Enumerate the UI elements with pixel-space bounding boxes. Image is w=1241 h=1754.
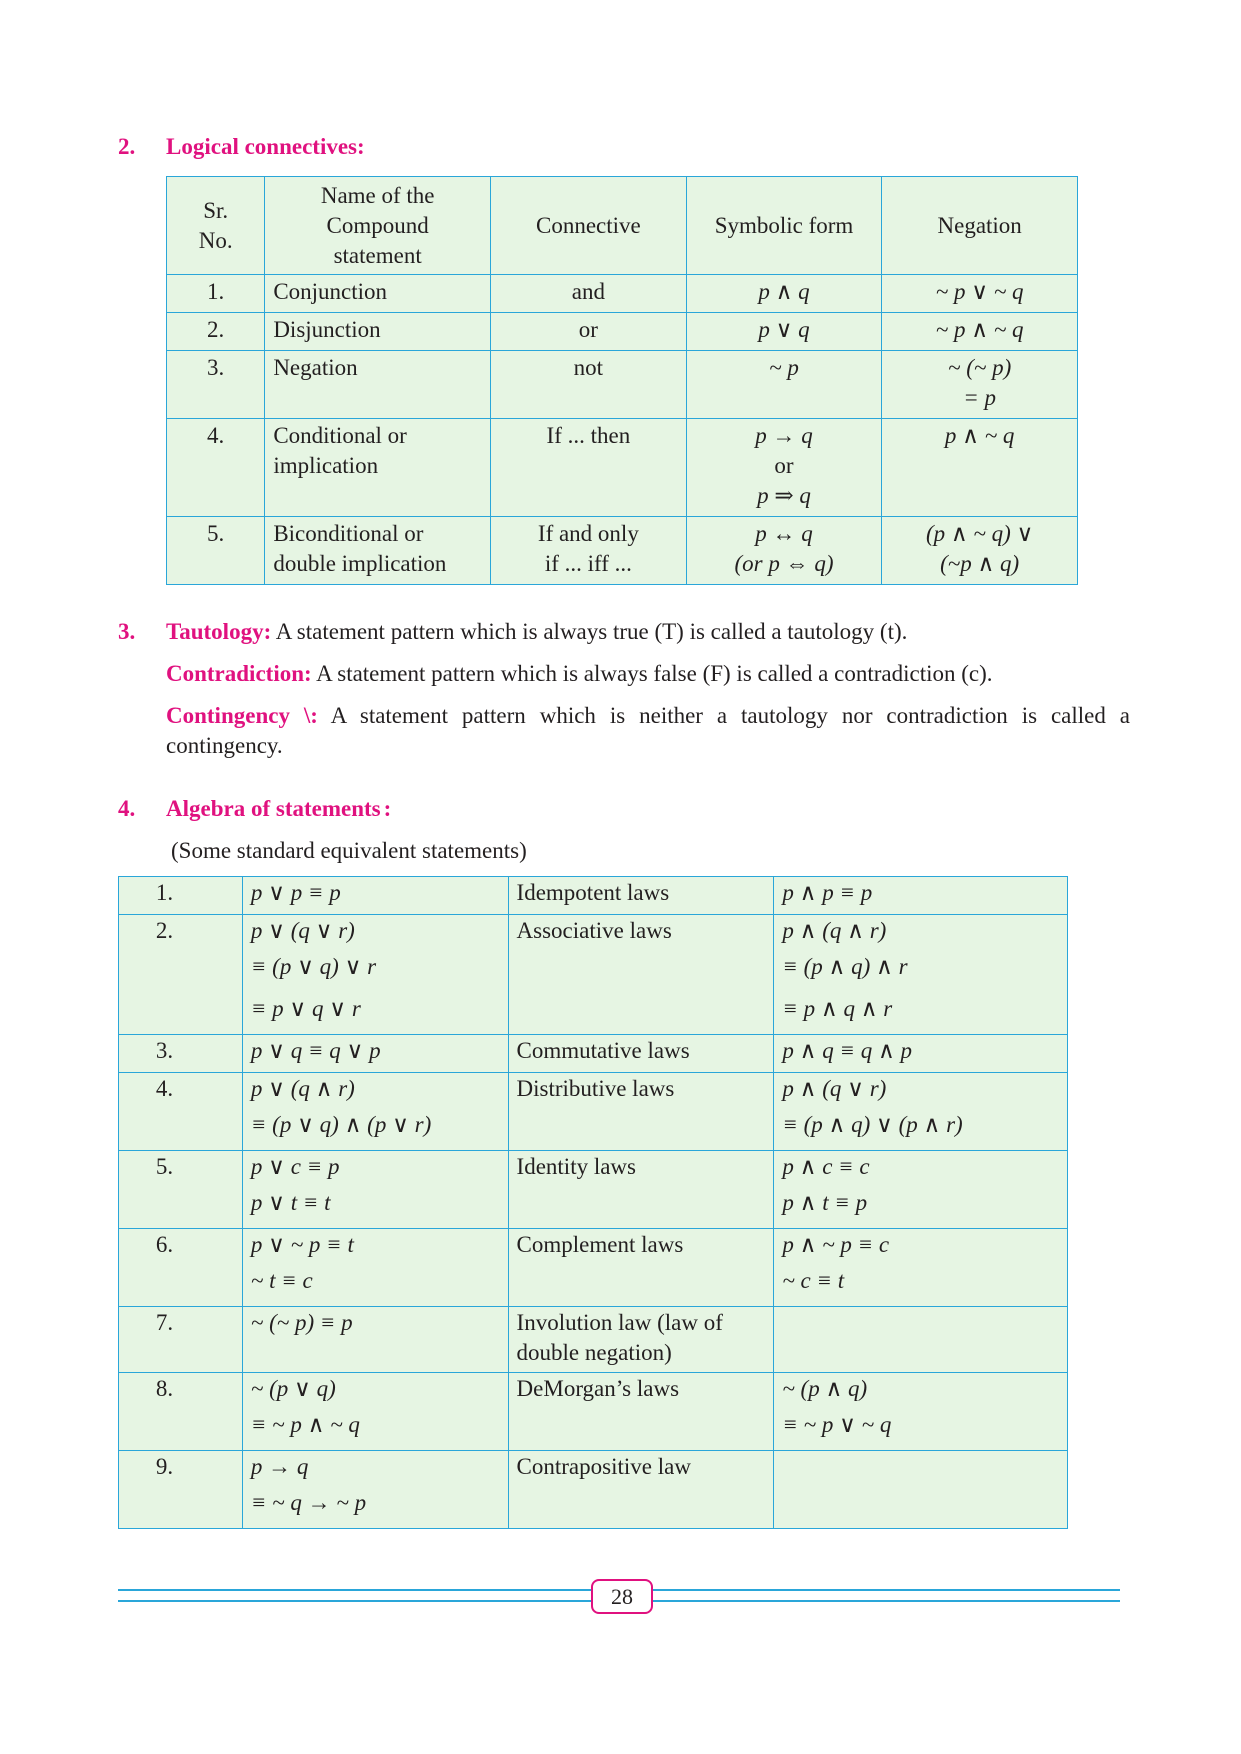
connective-cell (491, 313, 687, 351)
equivalence-line: p ∧ (q ∧ r) (782, 918, 887, 943)
sr-cell (167, 419, 265, 517)
section-title (166, 794, 391, 824)
section-number: 2. (118, 134, 136, 159)
tautology-text: A statement pattern which is always true (T) is called a tautology (t). (271, 619, 908, 644)
cell-line: 3. (207, 355, 225, 380)
cell-line: (or p ⇔ q) (734, 551, 834, 576)
disjunction-form-cell (242, 1373, 508, 1451)
cell-line: p → q (755, 423, 813, 448)
negation-cell (882, 419, 1078, 517)
cell-line: 1. (207, 279, 225, 304)
law-name-cell: Identity laws (508, 1151, 774, 1229)
cell-line: (~p ∧ q) (940, 551, 1020, 576)
contradiction-definition (166, 659, 1130, 689)
conjunction-form-cell (774, 1229, 1068, 1307)
disjunction-form-cell (242, 1151, 508, 1229)
table-row (119, 915, 1068, 1035)
cell-line: Negation (273, 355, 358, 380)
table-row (119, 1151, 1068, 1229)
equivalence-line: ~ (p ∨ q) (250, 1376, 336, 1401)
cell-line: ~ p ∨ ~ q (935, 279, 1024, 304)
equivalence-line: p ∨ ~ p ≡ t (250, 1232, 354, 1257)
cell-line: (p ∧ ~ q) ∨ (925, 521, 1034, 546)
connective-cell (491, 275, 687, 313)
conjunction-form-cell (774, 1373, 1068, 1451)
section-number: 4. (118, 796, 136, 821)
cell-line: p ↔ q (755, 521, 813, 546)
equivalence-line: p ∧ q ≡ q ∧ p (782, 1038, 913, 1063)
law-name-cell: Associative laws (508, 915, 774, 1035)
conjunction-form-cell (774, 915, 1068, 1035)
law-name-cell: Commutative laws (508, 1035, 774, 1073)
cell-line: 5. (207, 521, 225, 546)
cell-line: p ∧ q (758, 279, 810, 304)
page-number: 28 (591, 1579, 653, 1614)
section-number: 3. (118, 619, 136, 644)
sr-cell: 9. (119, 1451, 243, 1529)
sr-cell: 6. (119, 1229, 243, 1307)
sr-cell: 1. (119, 877, 243, 915)
equivalence-line: ≡ ~ p ∧ ~ q (250, 1412, 360, 1437)
name-cell (265, 275, 491, 313)
table-row (167, 351, 1078, 419)
name-cell (265, 313, 491, 351)
disjunction-form-cell (242, 877, 508, 915)
equivalence-line: p ∧ t ≡ p (782, 1190, 868, 1215)
contradiction-term: Contradiction: (166, 661, 312, 686)
contradiction-text: A statement pattern which is always false (F) is called a contradiction (c). (311, 661, 993, 686)
table-row (119, 1035, 1068, 1073)
table-row (119, 1373, 1068, 1451)
negation-cell (882, 517, 1078, 585)
equivalence-line: p ∨ c ≡ p (250, 1154, 340, 1179)
cell-line: double implication (273, 551, 447, 576)
equivalence-line: ≡ (p ∧ q) ∧ r (782, 954, 908, 979)
algebra-of-statements-table (118, 876, 1068, 1529)
cell-line: and (571, 279, 605, 304)
cell-line: ~ (~ p) (948, 355, 1012, 380)
conjunction-form-cell (774, 877, 1068, 915)
equivalence-line: p → q (250, 1454, 309, 1479)
equivalence-line: p ∨ q ≡ q ∨ p (250, 1038, 381, 1063)
conjunction-form-cell (774, 1307, 1068, 1373)
cell-line: p ∨ q (758, 317, 810, 342)
table-row (119, 1451, 1068, 1529)
tautology-definition (166, 617, 1130, 647)
cell-line: Conditional or (273, 423, 407, 448)
contingency-definition (166, 701, 1130, 761)
section-title-text: Algebra of statements (166, 796, 381, 821)
disjunction-form-cell (242, 1307, 508, 1373)
contingency-term: Contingency \: (166, 703, 318, 728)
sr-cell: 7. (119, 1307, 243, 1373)
table-row (119, 1073, 1068, 1151)
law-name-cell: Contrapositive law (508, 1451, 774, 1529)
equivalence-line: ≡ ~ q → ~ p (250, 1490, 367, 1515)
law-name-cell: Complement laws (508, 1229, 774, 1307)
header-connective: Connective (491, 177, 687, 275)
equivalence-line: p ∧ ~ p ≡ c (782, 1232, 890, 1257)
equivalence-line: p ∧ (q ∨ r) (782, 1076, 887, 1101)
equivalent-statements-note: (Some standard equivalent statements) (171, 838, 527, 863)
header-symbolic-form: Symbolic form (686, 177, 882, 275)
connective-cell (491, 351, 687, 419)
conjunction-form-cell (774, 1451, 1068, 1529)
table-row (167, 275, 1078, 313)
cell-line: if ... iff ... (544, 551, 632, 576)
sr-cell (167, 517, 265, 585)
equivalence-line: p ∨ (q ∧ r) (250, 1076, 355, 1101)
equivalence-line: ≡ (p ∧ q) ∨ (p ∧ r) (782, 1112, 963, 1137)
law-name-cell: Distributive laws (508, 1073, 774, 1151)
sr-cell (167, 275, 265, 313)
cell-line: 4. (207, 423, 225, 448)
cell-line: or (578, 317, 598, 342)
cell-line: Biconditional or (273, 521, 424, 546)
table-header-row (167, 177, 1078, 275)
sr-cell (167, 313, 265, 351)
table-row (119, 1229, 1068, 1307)
header-label: Sr. No. (198, 197, 233, 253)
cell-line: 2. (207, 317, 225, 342)
sr-cell: 4. (119, 1073, 243, 1151)
equivalence-line: ≡ (p ∨ q) ∨ r (250, 954, 377, 979)
name-cell (265, 517, 491, 585)
equivalence-line: ~ t ≡ c (250, 1268, 313, 1293)
negation-cell (882, 275, 1078, 313)
logical-connectives-table (166, 176, 1078, 585)
cell-line: Conjunction (273, 279, 388, 304)
equivalence-line: ≡ (p ∨ q) ∧ (p ∨ r) (250, 1112, 432, 1137)
header-label: Name of the Compound statement (320, 182, 435, 268)
cell-line: If ... then (546, 423, 631, 448)
symbolic-cell (686, 351, 882, 419)
equivalence-line: ~ c ≡ t (782, 1268, 845, 1293)
symbolic-cell (686, 275, 882, 313)
law-name-cell: DeMorgan’s laws (508, 1373, 774, 1451)
sr-cell: 3. (119, 1035, 243, 1073)
equivalence-line: p ∨ t ≡ t (250, 1190, 331, 1215)
conjunction-form-cell (774, 1073, 1068, 1151)
cell-line: ~ p (769, 355, 799, 380)
section-title-colon: : (383, 796, 392, 821)
header-negation: Negation (882, 177, 1078, 275)
disjunction-form-cell (242, 1073, 508, 1151)
table-row (167, 419, 1078, 517)
symbolic-cell (686, 517, 882, 585)
disjunction-form-cell (242, 1035, 508, 1073)
cell-line: If and only (537, 521, 639, 546)
equivalence-line: ~ (p ∧ q) (782, 1376, 868, 1401)
disjunction-form-cell (242, 1229, 508, 1307)
symbolic-cell (686, 313, 882, 351)
table-row (167, 313, 1078, 351)
conjunction-form-cell (774, 1151, 1068, 1229)
negation-cell (882, 351, 1078, 419)
equivalence-line: ≡ ~ p ∨ ~ q (782, 1412, 892, 1437)
table-row (119, 1307, 1068, 1373)
law-name-cell: Idempotent laws (508, 877, 774, 915)
cell-line: not (573, 355, 604, 380)
disjunction-form-cell (242, 1451, 508, 1529)
header-name (265, 177, 491, 275)
cell-line: p ∧ ~ q (944, 423, 1015, 448)
symbolic-cell (686, 419, 882, 517)
equivalence-line: ≡ p ∧ q ∧ r (782, 996, 893, 1021)
contingency-text: A statement pattern which is neither a tautology nor contradiction is called a contingency. (166, 703, 1130, 758)
negation-cell (882, 313, 1078, 351)
header-sr-no (167, 177, 265, 275)
conjunction-form-cell (774, 1035, 1068, 1073)
equivalence-line: ≡ p ∨ q ∨ r (250, 996, 361, 1021)
sr-cell: 5. (119, 1151, 243, 1229)
equivalence-line: ~ (~ p) ≡ p (250, 1310, 353, 1335)
equivalence-line: p ∧ c ≡ c (782, 1154, 870, 1179)
table-row (167, 517, 1078, 585)
connective-cell (491, 517, 687, 585)
equivalence-line: p ∨ (q ∨ r) (250, 918, 355, 943)
tautology-term: Tautology: (166, 619, 272, 644)
cell-line: ~ p ∧ ~ q (935, 317, 1024, 342)
connective-cell (491, 419, 687, 517)
cell-line: = p (963, 385, 997, 410)
name-cell (265, 419, 491, 517)
cell-line: Disjunction (273, 317, 381, 342)
equivalence-line: p ∧ p ≡ p (782, 880, 873, 905)
sr-cell: 2. (119, 915, 243, 1035)
section-title: Logical connectives: (166, 134, 365, 159)
name-cell (265, 351, 491, 419)
disjunction-form-cell (242, 915, 508, 1035)
cell-line: p ⇒ q (757, 483, 811, 508)
law-name-cell: Involution law (law of double negation) (508, 1307, 774, 1373)
sr-cell (167, 351, 265, 419)
equivalence-line: p ∨ p ≡ p (250, 880, 341, 905)
cell-line: or (774, 453, 794, 478)
sr-cell: 8. (119, 1373, 243, 1451)
cell-line: implication (273, 453, 379, 478)
table-row (119, 877, 1068, 915)
